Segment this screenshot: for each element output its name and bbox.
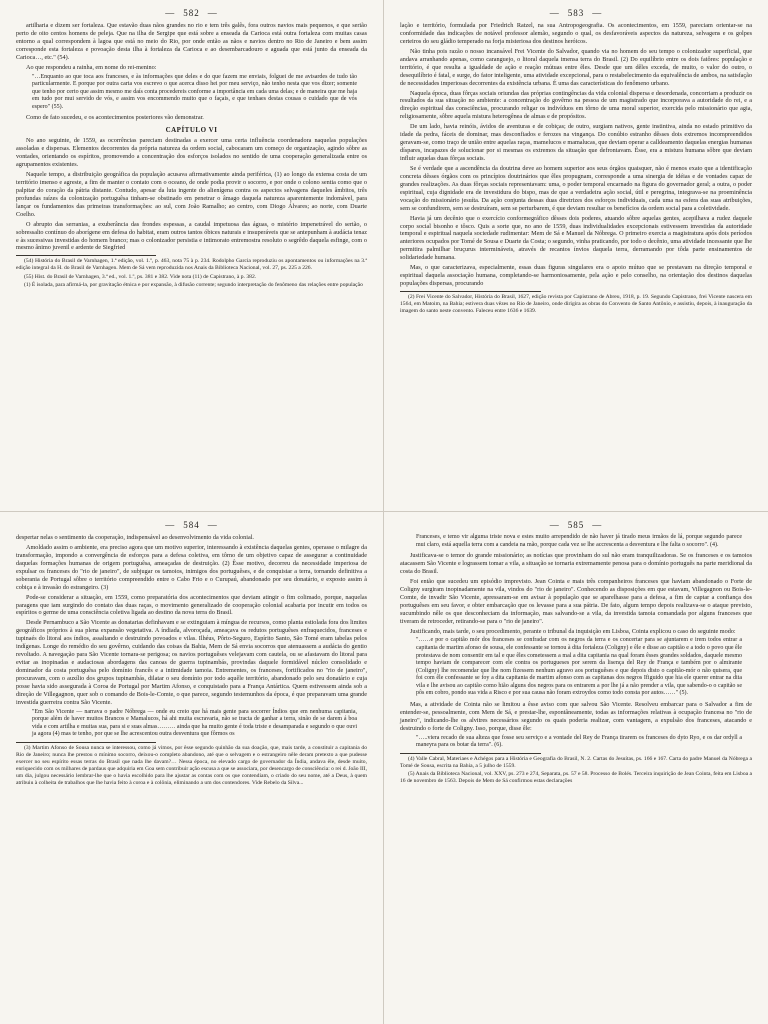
footnote: (3) Martim Afonso de Sousa nunca se interessou, como já vimos, por êsse segundo quinhão da sua doação, que, mais tarde, a constituir a capitania do Rio de Janeiro; nunca lhe prestou o mínimo socorro, deixou-o completo abandono, até que o selvagem e o estrangeiro nêle deram pretexto a que pudesse exercer no seu espírito essas terras do Brasil que nada lhe davam?… Nessa época, no elevado cargo de governador da Índia, andava êle, desde muito, enriquecido com os milhares de pardaus que adquiria em Goa sem contribuir ação escusa a que se associara, por desencargo de consciência: o rei d. João III, um dia, julgou necessário lembrar-lhe que o havia escolhido para lhe ajustar as contas com os que contendiam, o criado do seu nome, até a Deus, à quem atribuiu à colheita de trabalhos que lhe havia feito à coroa e à colônia, eliminando a um dos contendores. Vide Rebelo da Silva... (16, 744, 367, 786)
book-page (0, 512, 384, 1024)
body-paragraph: De um lado, havia reinóis, ávidos de aventuras e de cobiças; de outro, surgiam nativos, gente instintiva, ainda no estado primitivo da idade da pedra, fáceis de dominar, mas desconfiados e ferozes na vingança. Do conúbio estranho dêsses dois extremos incompreendidos geravam-se, como traço de união entre aquelas raças, mamelucos e mamalucas, que deviam operar a calldeamento daquelas energias humanas díspares, incapazes de solucionar por si mesmas os extremos da situação que defrontavam. Êsse, era a mistura humana sôbre que deviam influir aquelas duas fôrças sociais. (400, 123, 752, 162)
body-paragraph: Pode-se considerar a situação, em 1559, como preparatória dos acontecimentos que deviam atingir o fim colimado, porque, naquelas paragens que iam surgindo do contato das duas raças, o movimento generalizado de cooperação colonial acabaria por incutir em todos os espíritos o germe de uma consciência coletiva ligada ao destino da nova terra do Brasil. (16, 593, 367, 617)
body-paragraph: No ano seguinte, de 1559, as ocorrências pareciam destinadas a exercer uma certa influência coordenadora naquelas populações assoladas e dispersas. Elementos decorrentes da própria natureza da ordem social, cabocaram um começo de organização, agindo sôbre as vontades, orientando os espíritos, promovendo a concentração dos esforços isolados no sentido de uma cooperação generalizada entre os agrupamentos existentes. (16, 137, 367, 169)
page-number: — 584 — (165, 520, 218, 530)
block-quote: "…Enquanto ao que toca aos franceses, e às informações que deles e do que fazem me enviais, folguei de me avisardes de tudo tão particularmente. E porque por outra carta vos escrevo o que acerca disso hei por meu serviço, não tenho nesta que vos dizer; somente que tenho por certo que assim mesmo me daís conta procedereis conforme a importância em cada uma delas; e de maneira que me haja em tudo por mui servido de vós, e assim vos encommendo muito que o façais, e que tenhaes destas cousas o cuidado que de vós espero" (55). (32, 73, 357, 110)
page-number: — 585 — (549, 520, 603, 530)
body-paragraph: Ao que respondeu a rainha, em nome do rei-menino: (26, 63, 157, 71)
body-paragraph: Havia já um decênio que o exercício conformegráfico dêsses dois poderes, atuando sôbre aquelas gentes, acepilhava a rudez daquele corpo social bisonho e tôsco. Quis a sorte que, no ano de 1559, duas individualidades excepcionais estivessem investidas da autoridade temporal e espiritual naquela sociedade rudimentar: Mem de Sá e Manuel da Nóbrega. O primeiro exercia a magistratura após dois períodos anteriores ocupados por Tomé de Sousa e Duarte da Costa; o segundo, vinha praticando, por todo o decênio, uma atividade incessante que lhe permitira palmilhar bruçurus intermináveis, através de recantos ínvios daquela terra, derramando por tôda parte ensinamentos de solidariedade humana. (400, 214, 752, 262)
body-paragraph: Não tinha pois razão o nosso incansável Frei Vicente do Salvador, quando via no homem do seu tempo o colonizador superficial, que andava arranhando apenas, como caranguejo, o litoral daquela imensa terra do Brasil. (2) Do equilíbrio entre os dois fatôres: população e território, é que resulta a igualdade de ação e reação mútuas entre êles. Desde que um dêles exceda, de muito, o valor do outro, o desequilíbrio é fatal, e surge, do fator inteligente, uma atividade excepcional, para o restabelecimento da equivalência de ambos, na satisfação de necessidades imperiosas decorrentes da existência urbana. É uma das características do fenômeno urbano. (400, 47, 752, 87)
book-page (384, 0, 768, 512)
page-number: — 582 — (165, 8, 218, 18)
body-paragraph: Amoldado assim o ambiente, era preciso agora que um motivo superior, interessando à existência daquelas gentes, operasse o milagre da transformação, impondo a convergência de esforços para a defesa coletiva, em tôrno de um objetivo capaz de assegurar a continuidade daquelas formações humanas de origem portuguêsa, ameaçadas de destruição. (2) Êsse motivo, decorreu da necessidade imperiosa de expulsar os franceses do "rio de janeiro", de subjugar os tamoios, inimigos dos portuguêses, e de conquistar a terra, tornando definitiva a soberania de Portugal sôbre o território compreendido entre o Cabo Frio e o Curupaú, abandonado por seu donatário, e exposto assim à cobiça e à invasão do estrangeiro. (3) (16, 543, 367, 591)
footnote: (4) Valle Cabral, Materiaes e Achégos para a História e Geografia do Brasil, N. 2. Cartas do Jesuítas, ps. 166 e 167. Carta do padre Manuel da Nóbrega a Tomé de Sousa, escrita na Bahia, a 5 julho de 1559. (400, 755, 752, 769)
book-page (384, 512, 768, 1024)
body-paragraph: Foi então que sucedeu um episódio imprevisto. Jean Cointa e mais três companheiros franceses que haviam abandonado o Forte de Coligny surgiram inopinadamente na vila, vindos do "rio de janeiro". Conhecendo as disposições em que estavam, Villegagnon ou Bois-le-Comte, de invadir São Vicente, apressaram-se em avisar à população que se aparelhasse para a defesa, a fim de captar a confiança dos portuguêses em seu favor, e obter embarcação que os levasse para a sua pátria. De fato, algum tempo depois realizava-se o ataque previsto, sucumbindo nêle os que desconheciam da informação, mas salvando-se a vila, da investida tamoia comandada por alguns franceses que tiveram de retroceder, retirando-se para o "rio de janeiro". (400, 577, 752, 625)
body-paragraph: Se é verdade que a ascendência da doutrina deve ao homem superior aos seus órgãos quaisquer, não é menos exato que a identificação concreta dêsses órgãos com os princípios doutrinários que êles propugnam, corresponde a uma sinergia de idéias e de vontades capaz de grandes realizações. As duas fôrças sociais representavam: uma, o poder temporal encarnado na figura do governador geral; a outra, o poder espiritual, cuja dignidade era de investidura do bispo, mas de que a verdadeira ação social, útil e peregrina, integrava-se na proeminência vocação do missionário jesuíta. Da ação conjunta dessas duas diretrizes dos esforços individuais, cada uma na esfera das suas atribuições, sem se confundirem, sem se destruíram, sem se perturbarem, é que deviam resultar os benefícios da ordem social para a coletividade. (400, 164, 752, 212)
body-paragraph: Desde Pernambuco a São Vicente as donatarias definhavam e se extinguiam à míngua de recursos, como planta estiolada fora dos limites geográficos próprios à sua plena expansão vegetativa. A índiada, alvoroçada, ameaçava os redutos portuguêses enfraquecidos, franceses e tupinaés do litoral aos índios, assaltando e destruindo povoados e vilas. Ilhéus, Pôrto-Seguro, Espírito Santo, São Tomé eram tabelas pelos indígenas. Longe do remédio do seu govêrno, cuidando das coisas da Bahia, Mem de Sá envia socorros que atenuassem a audácia do gentio revoltado. A navegação para São Vicente tornara-se perigosa; os navios portuguêses velejavam com cautela, ou se afastavam do litoral para evitar as inopinadas e audaciosas abordagens das canoas de guerra tupinambás, provindas daquele formidável núcleo consolidado e dominador da costa portuguêsa pelo domínio francês e a intimidade tamoia. Entrementes, os franceses, fortificados no "rio de janeiro", procuravam, com o auxílio dos grupos tupinambás, dilatar o seu domínio por todo aquêle território, abandonado pelo seu donatário e cuja posse havia sido assegurada à Coroa de Portugal por Martim Afonso, e conquistado para a França Antártica. Quem estivessem ainda sob a direção de Villegagnon, quer sob o comando de Bois-le-Comte, o que parece, segundo testemunhos da época, é que preparavam uma grande investida guerreira contra São Vicente. (16, 619, 367, 706)
body-paragraph: lação e território, formulada por Friedrich Ratzel, na sua Antropogeografia. Os acontecimentos, em 1559, pareciam orientar-se na conformidade das indicações de notável professor alemão, segundo o qual, os desfavoráveis aspectos da natureza, selvagens e os golpes certeiros do seu gládio temperado na forja misteriosa dos destinos heróicos. (400, 22, 752, 45)
body-paragraph: artilharia e dizem ser fortaleza. Que estavão duas nãos grandes no rio e tem três galês, fora outros navios mais pequenos, e que serião perto de oito centos homens de peleja. Que na ilha de Sergipe que está sobre a enseada da Carioca está outra fortaleza com muitas casas entorno a qual correspondem à lagoa que está no meio do Rio, por onde então as nãos e navios dentro no Rio de Janeiro e bem assim corresponde esta fortaleza e povoação desta ilha à fortaleza da Carioca e ao desembarcadouro e aguada que está junto da enseada da Carioca…, etc." (54). (16, 22, 367, 61)
body-paragraph: Mas, o que caracterizava, especialmente, essas duas figuras singulares era o apoio mútuo que se prestavam na direção temporal e espiritual daquela associação humana, completando-se harmoniosamente, pela ação e pelo conselho, na orientação dos destinos daquelas populações dispersas, procurando (400, 264, 752, 288)
page-number: — 583 — (549, 8, 603, 18)
footnote: (1) É isolada, para afirmá-la, por gravitação étnica e por expansão, à difusão corrente; segundo interpretação do fenômeno das relações entre população (24, 282, 363, 289)
footnote: (5) Anais da Biblioteca Nacional, vol. XXV, ps. 273 e 274, Separata, ps. 57 e 58. Processo de Bolés. Terceira inquirição de Jean Cointa, feita em Lisboa a 16 de novembro de 1563. Depois de Mem de Sá confirmou estas declarações (400, 771, 752, 785)
body-paragraph: Naquela época, duas fôrças sociais oriundas das próprias contingências da vida colonial dispersa e desordenada, concorriam a produzir os resultados da sua situação no ambiente: a concentração do govêrno na pessoa de um magistrado que incorporava a autoridade do rei, e a direção espiritual das consciências, procurando religar os indivíduos em tôrno de uma moral superior, exercida pelo missionário que agia, religiosamente, sôbre aquela mistura heterogênea de almas e de propósitos. (400, 89, 752, 121)
body-paragraph: Justificando, mais tarde, o seu procedimento, perante o tribunal da inquisição em Lisboa, Cointa explicou o caso do seguinte modo: (410, 627, 736, 635)
footnote-rule (400, 291, 541, 292)
block-quote: "…..viera recado de sua alteza que fosse seu serviço e a vontade del Rey de França tirarem os franceses do dyto Ryo, e os dar ordyll a maneyra para os botar da terra". (6). (416, 734, 742, 749)
body-paragraph: Mas, a atividade de Cointa não se limitou a êsse aviso com que salvou São Vicente. Resolveu embarcar para o Salvador a fim de entender-se, pessoalmente, com Mem de Sá, e prestar-lhe, espontâneamente, todas as informações relativas à ocupação francesa no "rio de janeiro", indicando-lhe os alvitres necessários segundo os quais poderia realizar, com vantagem, a expulsão dos franceses, atacando e destruindo o forte de Coligny. Isso, porque, disse êle: (400, 700, 752, 732)
footnote-rule (400, 753, 541, 754)
body-paragraph: despertar nelas o sentimento da cooperação, indispensável ao desenvolvimento da vida colonial. (16, 534, 254, 541)
footnote: (2) Frei Vicente do Salvador, História do Brasil, 1627, edição revista por Capistrano de Abreu, 1918, p. 19. Segundo Capistrano, frei Vicente nascera em 1564, em Matoim, na Bahia; estivera duas vêzes no Rio de Janeiro, onde dirigira as obras do Convento de Santo Antônio, e assistiu, depois, à inauguração da imagem do santo neste convento. Faleceu entre 1636 e 1639. (400, 294, 752, 314)
body-paragraph: Justificava-se o temor do grande missionário; as notícias que provinham do sul não eram tranquilizadoras. Se os franceses e os tamoios atacassem São Vicente e lograssem tomar a vila, a situação se tornaria extremamente penosa para o domínio português na parte meridional da costa do Brasil. (400, 552, 752, 575)
footnote: (55) Hist. do Brasil de Varnhagen, 3.ª ed., vol. 1.º, ps. 381 e 382. Vide nota (11) de Capistrano, à p. 382. (24, 273, 257, 280)
footnote-rule (16, 742, 156, 743)
block-quote: "……e por o capitão mór dos franceses se confradar com os negros da terra e os concertar para se ajuntarem e irem todos entrar a capitania de martim afonso de sousa, ele confessante se tornou à dita fortaleza (Coligny) e êle e disse ao capitão e a todo o povo que êle protestava de nom consentir em tal e que êles cometessem a mal a dita capitania na qual foram êsses grandes soldados, daquele mesmo tempo haviam de comparecer com ele contra os portugueses por serem da lisença del Rey de França e também por o almirante (Coligny) lhe recomendar que lhe nom fizessem nenhum agravo aos portuguêses e que depois disto o capitão-mór o não quisera, que foi com êle confessante se foy a dita capitania de martim afonso com as capitanas dos negros Ifiguido que hia ele querer entrar na dita vila e lhe avisou ao capitão como hião alguns dos negros para os entrarem a por lhe já a não prender a vila, que sabendo-o o capitão se pôs em cobro, pondo sua vida a Risco e por sua causa não foram extroydos como todo consta por autos……" (5). (416, 637, 742, 697)
body-paragraph: Como de fato sucedeu, e os acontecimentos posteriores vão demonstrar. (26, 114, 204, 122)
footnote-rule (16, 255, 156, 256)
block-quote: "Em São Vicente — narrava o padre Nóbrega — onde eu creio que há mais gente para socorrer Índios que em nenhuma capitania, porque além de haver muitos Brancos e Mamalucos, há ahi muita escravaria, não se tracta de ganhar a terra, sinão de se darem á boa vida e com artilha e muitas sua, para si e suas almas……… ainda que ha muito gente é toda triste e desamparada e segundo o que ouvi ja agora (4) mas te tenho, por que se lhe acrescentou outra desventura que fôrmos os (32, 708, 357, 738)
body-paragraph: O abrupto das serranias, a exuberância das frondes espessas, a caudal impetuosa das águas, o mistério impenetrável do sertão, o sobressalto contínuo do aborígene em defesa do habitat, eram outros tantos óbices naturais e insuperáveis que se antepunham à audácia tenaz e às sucessivas investidas do homem branco; mas o colonizador persistia e intimorato entremostra resoluto o segrêdo daquela esfinge, com o mesmo ânimo juvenil e ardente de Siegfried (16, 220, 367, 252)
block-quote: Franceses, e temo vir alguma triste nova e estes muito arrependido de não haver já tirado meus irmãos de lá, porque segundo parece mui claro, está aquella terra com a candeia na mão, porque cada vez se lhe accrescenta a desventura e lhe falta o socorro". (4). (416, 534, 742, 548)
body-paragraph: Naquele tempo, a distribuição geográfica da população acusava afirmativamente ainda periférica, (1) ao longo da extensa costa de um território imenso e agreste, a fim de manter o contato com o oceano, de onde podia provir o socorro, e por onde o colono sentia como que o palpitar do coração da pátria distante. Contudo, apesar da luta ingente do alienígena contra os aspectos selvagens daqueles âmbitos, três profundas raízes da colonização portuguêsa tinham-se obstinado em penetrar o âmago daquela natureza aparentemente indomável, para lançar os fundamentos das primeiras transformações: ao sul, com João Ramalho; ao centro, com Diogo Álvares; ao norte, com Duarte Coelho. (16, 171, 367, 218)
footnote: (54) História do Brasil de Varnhagen, 1.ª edição, vol. 1.º, p. 463, nota 75 à p. 234. Rodolpho Garcia reproduziu os apontamentos ou informações na 3.ª edição integral da H. do Brasil de Varnhagen. Mem de Sá vem reproduzida nos Anais da Biblioteca Nacional, vol. 27, ps. 225 a 226. (16, 258, 367, 272)
chapter-heading: CAPÍTULO VI (165, 126, 218, 135)
book-page (0, 0, 384, 512)
